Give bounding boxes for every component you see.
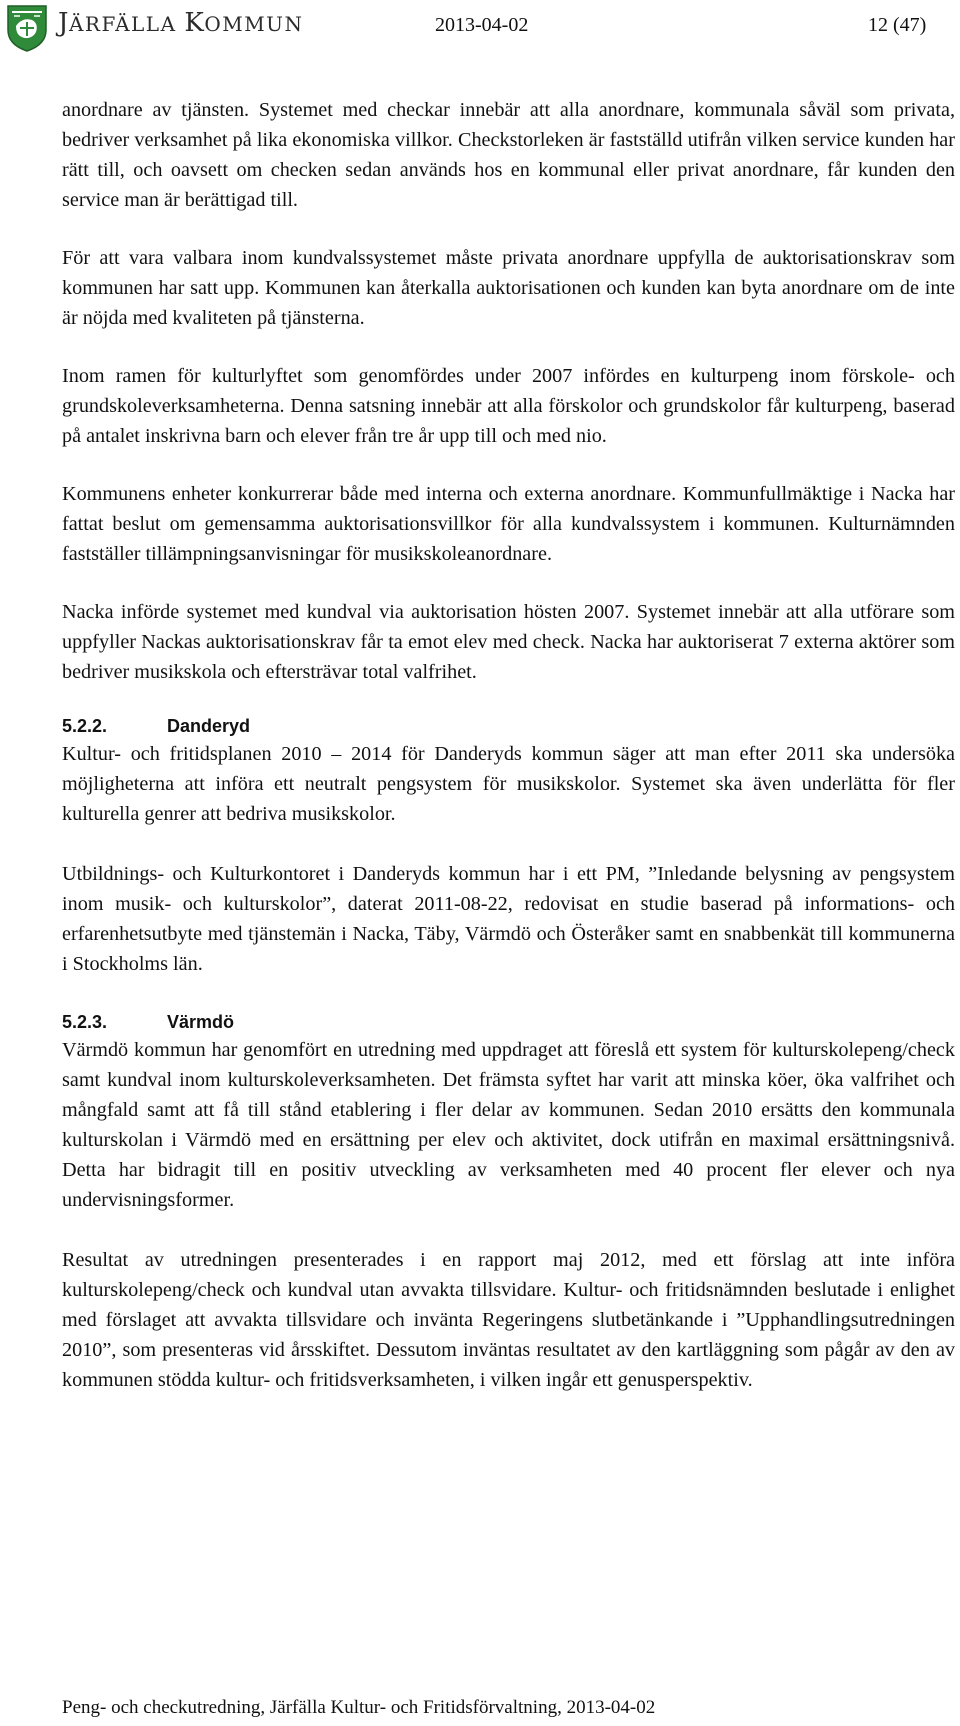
paragraph: För att vara valbara inom kundvalssystemet måste privata anordnare uppfylla de auktorisationskrav som kommunen har satt upp. Kommunen kan återkalla auktorisationen och kunden kan byta anordnare om de inte är nöjda med kvaliteten på tjänsterna. (62, 247, 955, 329)
page-number: 12 (47) (868, 14, 927, 36)
section-title: Danderyd (167, 716, 251, 736)
paragraph: Kultur- och fritidsplanen 2010 – 2014 för Danderyds kommun säger att man efter 2011 ska undersöka möjligheterna att införa ett neutralt pengsystem för musikskolor. Systemet ska även underlätta för fler kulturella genrer att bedriva musikskolor. (62, 743, 955, 825)
section-heading-danderyd (62, 713, 955, 739)
coat-of-arms-logo (6, 4, 48, 52)
paragraph: Resultat av utredningen presenterades i en rapport maj 2012, med ett förslag att inte införa kulturskolepeng/check och kundval utan avvakta tillsvidare. Kultur- och fritidsnämnden beslutade i enlighet med förslaget att avvakta tillsvidare och invänta Regeringens slutbetänkande i ”Upphandlingsutredningen 2010”, som presenteras vid årsskiftet. Dessutom inväntas resultatet av den kartläggning som pågår av den av kommunen stödda kultur- och fritidsverksamheten, i vilken ingår ett genusperspektiv. (62, 1249, 955, 1391)
brand-name: JÄRFÄLLA KOMMUN (58, 8, 304, 38)
section-heading-varmdo (62, 1009, 955, 1035)
section-number: 5.2.2. (62, 716, 108, 736)
paragraph: Nacka införde systemet med kundval via auktorisation hösten 2007. Systemet innebär att alla utförare som uppfyller Nackas auktorisationskrav får ta emot elev med check. Nacka har auktoriserat 7 externa aktörer som bedriver musikskola och eftersträvar total valfrihet. (62, 601, 955, 683)
paragraph: Inom ramen för kulturlyftet som genomfördes under 2007 infördes en kulturpeng inom förskole- och grundskoleverksamheterna. Denna satsning innebär att alla förskolor och grundskolor får kulturpeng, baserad på antalet inskrivna barn och elever från tre år upp till och med nio. (62, 365, 955, 447)
paragraph: Värmdö kommun har genomfört en utredning med uppdraget att föreslå ett system för kulturskolepeng/check samt kundval inom kulturskoleverksamheten. Det främsta syftet har varit att minska köer, öka valfrihet och mångfald samt att få till stånd etablering i fler delar av kommunen. Sedan 2010 ersätts den kommunala kulturskolan i Värmdö med en ersättning per elev och aktivitet, dock utifrån en maximal ersättningsnivå. Detta har bidragit till en positiv utveckling av verksamheten med 40 procent fler elever och nya undervisningsformer. (62, 1039, 955, 1211)
header-date: 2013-04-02 (435, 14, 529, 36)
page-header (0, 0, 960, 60)
paragraph: anordnare av tjänsten. Systemet med checkar innebär att alla anordnare, kommunala såväl som privata, bedriver verksamhet på lika ekonomiska villkor. Checkstorleken är fastställd utifrån vilken service kunden har rätt till, och oavsett om checken sedan används hos en kommunal eller privat anordnare, får kunden den service man är berättigad till. (62, 99, 955, 211)
paragraph: Kommunens enheter konkurrerar både med interna och externa anordnare. Kommunfullmäktige i Nacka har fattat beslut om gemensamma auktorisationsvillkor för alla kundvalssystem i kommunen. Kulturnämnden fastställer tillämpningsanvisningar för musikskoleanordnare. (62, 483, 955, 565)
page-footer: Peng- och checkutredning, Järfälla Kultur- och Fritidsförvaltning, 2013-04-02 (62, 1697, 656, 1718)
paragraph: Utbildnings- och Kulturkontoret i Danderyds kommun har i ett PM, ”Inledande belysning av pengsystem inom musik- och kulturskolor”, daterat 2011-08-22, redovisat en studie baserad på informations- och erfarenhetsutbyte med tjänstemän i Nacka, Täby, Värmdö och Österåker samt en snabbenkät till kommunerna i Stockholms län. (62, 863, 955, 975)
section-title: Värmdö (167, 1012, 235, 1032)
document-body (62, 95, 955, 1395)
section-number: 5.2.3. (62, 1012, 108, 1032)
